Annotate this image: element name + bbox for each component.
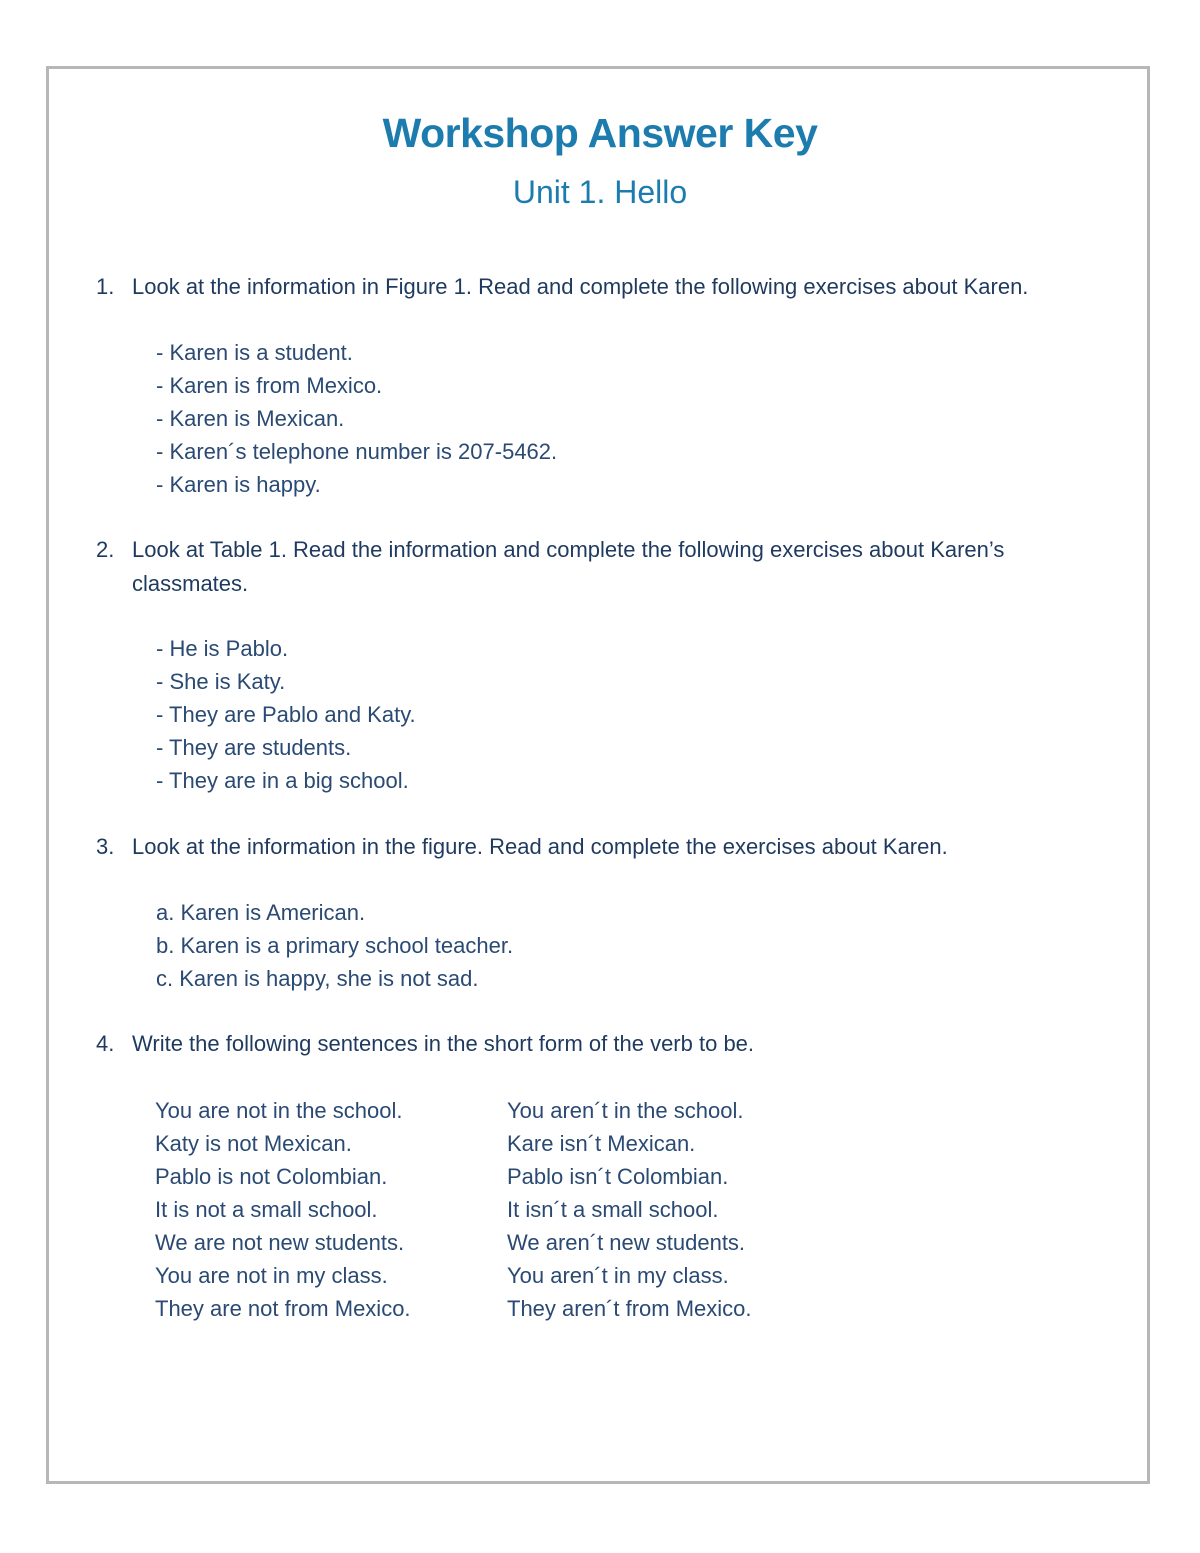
long-form: They are not from Mexico. (155, 1296, 411, 1321)
answer-item: - She is Katy. (156, 669, 286, 694)
sentence-pairs (155, 1094, 855, 1325)
answer-item: - Karen is happy. (156, 472, 321, 497)
short-form: Kare isn´t Mexican. (507, 1131, 696, 1156)
question-number: 1. (96, 274, 115, 299)
sentence-pair-row (155, 1292, 855, 1325)
answer-item: c. Karen is happy, she is not sad. (156, 966, 479, 991)
long-form: Katy is not Mexican. (155, 1131, 352, 1156)
sentence-pair-row (155, 1160, 855, 1193)
answer-item: - They are students. (156, 735, 352, 760)
short-form: You aren´t in the school. (507, 1098, 744, 1123)
question-text: Look at the information in Figure 1. Read and complete the following exercises about Karen. (132, 274, 1029, 299)
answer-item: b. Karen is a primary school teacher. (156, 933, 514, 958)
sentence-pair-row (155, 1226, 855, 1259)
question-number: 2. (96, 537, 115, 562)
page-title: Workshop Answer Key (382, 110, 818, 156)
question-text: Look at Table 1. Read the information and complete the following exercises about Karen’s classmates. (132, 537, 1005, 596)
answer-list-3 (156, 896, 513, 995)
sentence-pair-row (155, 1259, 855, 1292)
short-form: Pablo isn´t Colombian. (507, 1164, 729, 1189)
sentence-pair-row (155, 1094, 855, 1127)
short-form: We aren´t new students. (507, 1230, 746, 1255)
answer-item: - They are in a big school. (156, 768, 409, 793)
page-subtitle: Unit 1. Hello (512, 174, 688, 210)
short-form: They aren´t from Mexico. (507, 1296, 752, 1321)
answer-item: - He is Pablo. (156, 636, 289, 661)
question-number: 3. (96, 834, 115, 859)
short-form: It isn´t a small school. (507, 1197, 719, 1222)
long-form: We are not new students. (155, 1230, 405, 1255)
answer-item: - They are Pablo and Katy. (156, 702, 416, 727)
answer-item: - Karen is Mexican. (156, 406, 345, 431)
long-form: You are not in the school. (155, 1098, 403, 1123)
sentence-pair-row (155, 1127, 855, 1160)
answer-item: - Karen´s telephone number is 207-5462. (156, 439, 558, 464)
question-text: Look at the information in the figure. Read and complete the exercises about Karen. (132, 834, 948, 859)
long-form: It is not a small school. (155, 1197, 378, 1222)
question-number: 4. (96, 1031, 115, 1056)
short-form: You aren´t in my class. (507, 1263, 729, 1288)
answer-list-2 (156, 632, 416, 797)
answer-list-1 (156, 336, 557, 501)
long-form: Pablo is not Colombian. (155, 1164, 388, 1189)
question-text: Write the following sentences in the short form of the verb to be. (132, 1031, 755, 1056)
answer-item: - Karen is a student. (156, 340, 353, 365)
sentence-pair-row (155, 1193, 855, 1226)
answer-item: a. Karen is American. (156, 900, 366, 925)
long-form: You are not in my class. (155, 1263, 388, 1288)
answer-item: - Karen is from Mexico. (156, 373, 383, 398)
